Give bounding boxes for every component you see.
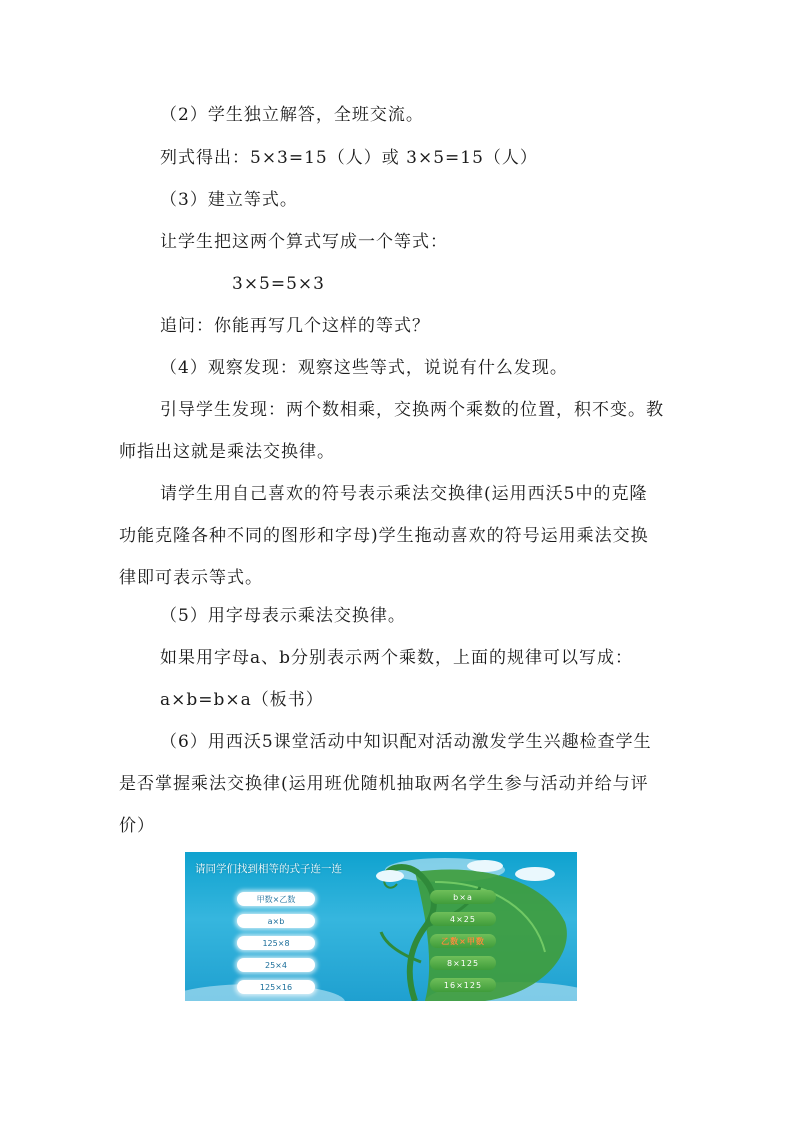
paragraph-line: （6）用西沃5课堂活动中知识配对活动激发学生兴趣检查学生 xyxy=(160,732,652,752)
right-match-item[interactable]: b×a xyxy=(430,890,496,904)
paragraph-line: （3）建立等式。 xyxy=(160,190,298,210)
left-match-item[interactable]: a×b xyxy=(237,914,315,928)
right-match-item[interactable]: 乙数×甲数 xyxy=(430,934,496,948)
paragraph-line: （2）学生独立解答，全班交流。 xyxy=(160,105,424,125)
paragraph-line: 请学生用自己喜欢的符号表示乘法交换律(运用西沃5中的克隆 xyxy=(160,484,648,504)
paragraph-line: 价） xyxy=(119,816,155,836)
paragraph-line: （5）用字母表示乘法交换律。 xyxy=(160,606,406,626)
activity-instruction: 请同学们找到相等的式子连一连 xyxy=(195,863,342,875)
right-match-item[interactable]: 4×25 xyxy=(430,912,496,926)
paragraph-line: 律即可表示等式。 xyxy=(119,568,263,588)
right-match-item[interactable]: 16×125 xyxy=(430,978,496,992)
paragraph-line: 是否掌握乘法交换律(运用班优随机抽取两名学生参与活动并给与评 xyxy=(119,774,649,794)
paragraph-line: 功能克隆各种不同的图形和字母)学生拖动喜欢的符号运用乘法交换 xyxy=(119,526,649,546)
paragraph-line: 如果用字母a、b分别表示两个乘数，上面的规律可以写成： xyxy=(160,648,634,668)
right-match-item[interactable]: 8×125 xyxy=(430,956,496,970)
paragraph-line: （4）观察发现：观察这些等式，说说有什么发现。 xyxy=(160,358,568,378)
equation-line: 3×5=5×3 xyxy=(232,274,325,294)
left-match-item[interactable]: 甲数×乙数 xyxy=(237,892,315,906)
matching-activity-screenshot xyxy=(185,852,577,1001)
paragraph-line: 师指出这就是乘法交换律。 xyxy=(119,442,335,462)
left-match-item[interactable]: 125×16 xyxy=(237,980,315,994)
left-match-item[interactable]: 125×8 xyxy=(237,936,315,950)
paragraph-line: a×b=b×a（板书） xyxy=(160,690,324,710)
left-match-item[interactable]: 25×4 xyxy=(237,958,315,972)
paragraph-line: 列式得出：5×3=15（人）或 3×5=15（人） xyxy=(160,148,538,168)
paragraph-line: 引导学生发现：两个数相乘，交换两个乘数的位置，积不变。教 xyxy=(160,400,664,420)
paragraph-line: 追问：你能再写几个这样的等式？ xyxy=(160,316,430,336)
paragraph-line: 让学生把这两个算式写成一个等式： xyxy=(160,232,448,252)
